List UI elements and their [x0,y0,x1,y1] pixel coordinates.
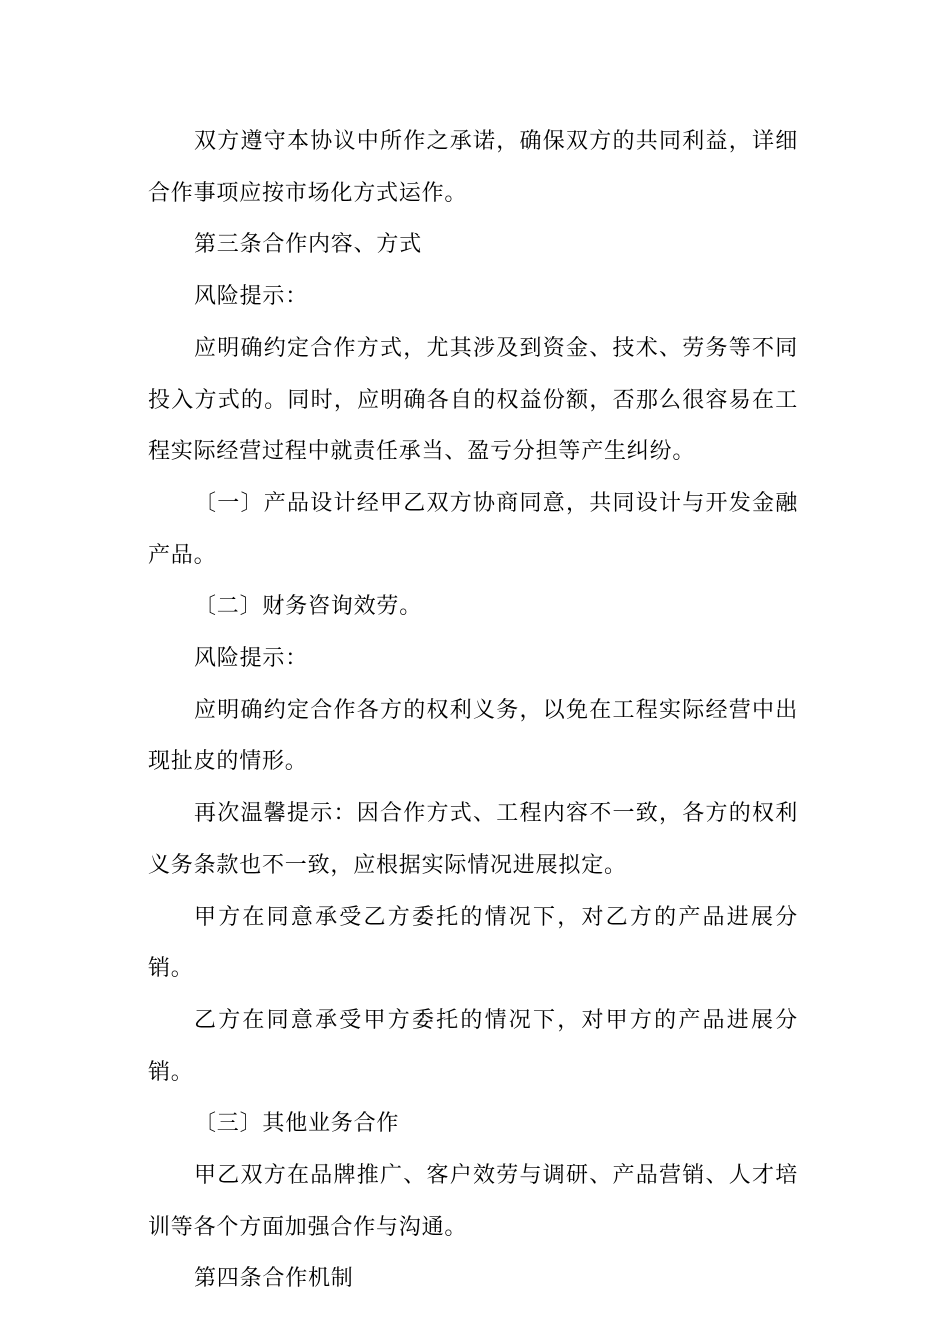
paragraph-mutual-commitment: 双方遵守本协议中所作之承诺，确保双方的共同利益，详细合作事项应按市场化方式运作。 [148,129,798,206]
heading-article-four: 第四条合作机制 [194,1266,354,1292]
paragraph-party-a-distribution: 甲方在同意承受乙方委托的情况下，对乙方的产品进展分销。 [148,904,798,982]
paragraph-party-b-distribution: 乙方在同意承受甲方委托的情况下，对甲方的产品进展分销。 [148,1007,798,1085]
heading-article-three: 第三条合作内容、方式 [194,232,423,258]
paragraph-cooperation-areas: 甲乙双方在品牌推广、客户效劳与调研、产品营销、人才培训等各个方面加强合作与沟通。 [148,1163,798,1240]
clause-product-design: 〔一〕产品设计经甲乙双方协商同意，共同设计与开发金融产品。 [148,490,798,568]
risk-notice-label: 风险提示： [194,646,309,672]
document-body [148,116,798,1305]
paragraph-reminder: 再次温馨提示：因合作方式、工程内容不一致，各方的权利义务条款也不一致，应根据实际情况进展拟定。 [148,801,798,878]
paragraph-cooperation-method-risk: 应明确约定合作方式，尤其涉及到资金、技术、劳务等不同投入方式的。同时，应明确各自的权益份额，否那么很容易在工程实际经营过程中就责任承当、盈亏分担等产生纠纷。 [148,335,798,465]
paragraph-rights-obligations-risk: 应明确约定合作各方的权利义务，以免在工程实际经营中出现扯皮的情形。 [148,697,798,775]
clause-other-business: 〔三〕其他业务合作 [194,1111,400,1137]
risk-notice-label: 风险提示： [194,284,309,310]
clause-financial-consulting: 〔二〕财务咨询效劳。 [194,594,423,620]
